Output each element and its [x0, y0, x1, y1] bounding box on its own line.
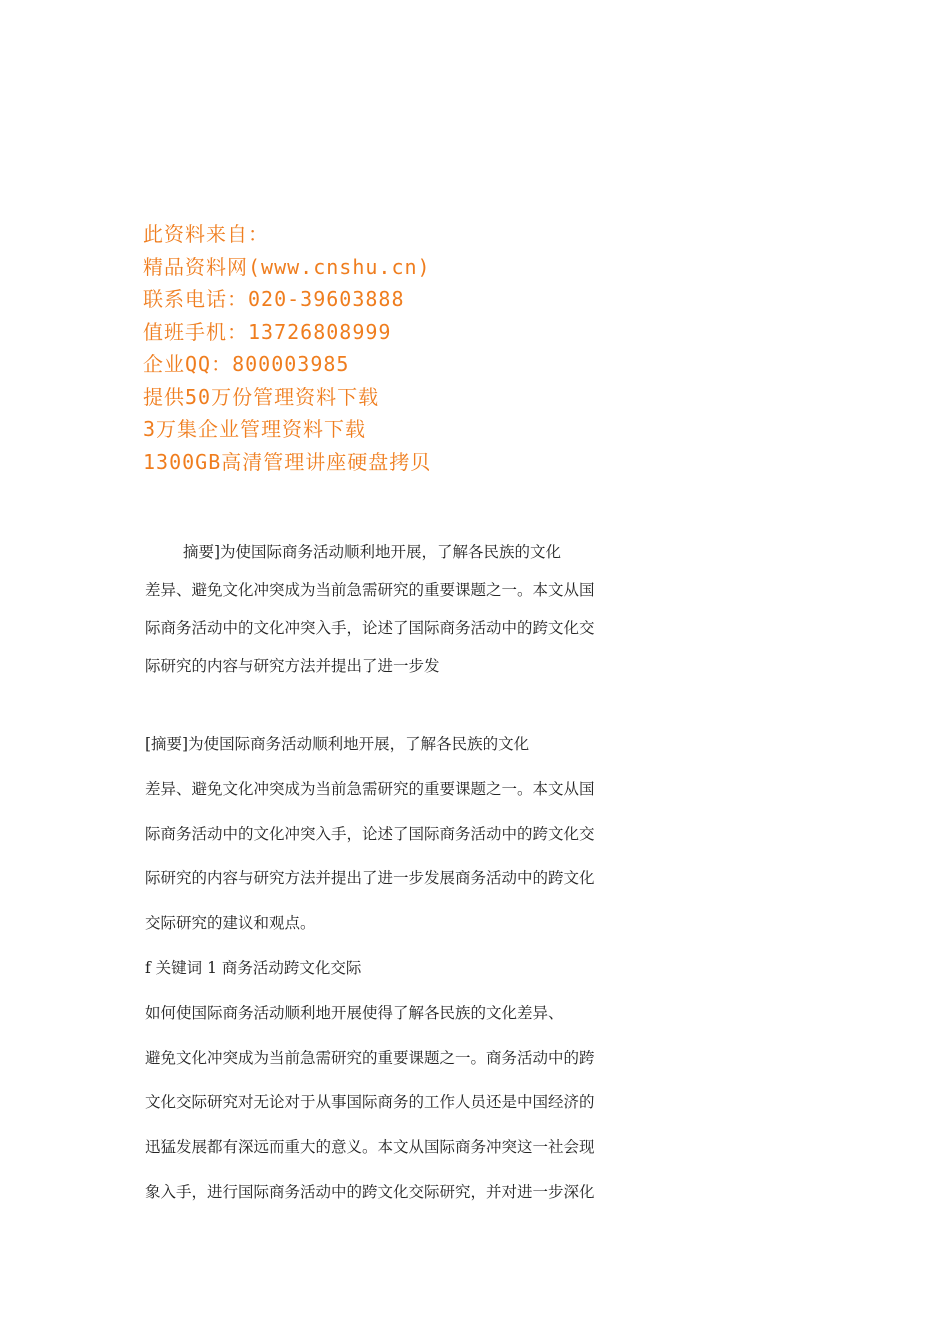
- summary-line: 际研究的内容与研究方法并提出了进一步发: [145, 657, 440, 675]
- body-line: 象入手，进行国际商务活动中的跨文化交际研究，并对进一步深化: [145, 1182, 595, 1201]
- body-line-abstract-heading: [摘要]为使国际商务活动顺利地开展，了解各民族的文化: [145, 735, 530, 753]
- promo-line-source: 此资料来自：: [143, 222, 269, 246]
- body-line: 文化交际研究对无论对于从事国际商务的工作人员还是中国经济的: [145, 1093, 595, 1112]
- body-line: 交际研究的建议和观点。: [145, 914, 316, 933]
- abstract-summary: [145, 533, 635, 685]
- body-line: 际商务活动中的文化冲突入手，论述了国际商务活动中的跨文化交: [145, 824, 595, 843]
- promo-line-offer-docs: 提供50万份管理资料下载: [143, 384, 380, 409]
- main-body-text: [145, 722, 635, 1215]
- body-line: 如何使国际商务活动顺利地开展使得了解各民族的文化差异、: [145, 1003, 564, 1022]
- body-line: 迅猛发展都有深远而重大的意义。本文从国际商务冲突这一社会现: [145, 1138, 595, 1157]
- promo-line-phone: 联系电话：020-39603888: [143, 287, 405, 311]
- promo-block: [143, 218, 663, 478]
- promo-line-website: 精品资料网(www.cnshu.cn): [143, 254, 431, 279]
- promo-line-qq: 企业QQ：800003985: [143, 352, 350, 376]
- body-line: 差异、避免文化冲突成为当前急需研究的重要课题之一。本文从国: [145, 779, 595, 798]
- promo-line-offer-videos: 3万集企业管理资料下载: [143, 417, 367, 441]
- summary-line: 摘要]为使国际商务活动顺利地开展，了解各民族的文化: [183, 543, 562, 561]
- body-line-keywords: f 关键词 1 商务活动跨文化交际: [145, 958, 362, 977]
- body-line: 际研究的内容与研究方法并提出了进一步发展商务活动中的跨文化: [145, 869, 595, 888]
- promo-line-mobile: 值班手机：13726808999: [143, 319, 392, 344]
- promo-line-offer-lectures: 1300GB高清管理讲座硬盘拷贝: [143, 449, 432, 474]
- body-line: 避免文化冲突成为当前急需研究的重要课题之一。商务活动中的跨: [145, 1048, 595, 1067]
- summary-line: 际商务活动中的文化冲突入手，论述了国际商务活动中的跨文化交: [145, 619, 595, 637]
- summary-line: 差异、避免文化冲突成为当前急需研究的重要课题之一。本文从国: [145, 581, 595, 599]
